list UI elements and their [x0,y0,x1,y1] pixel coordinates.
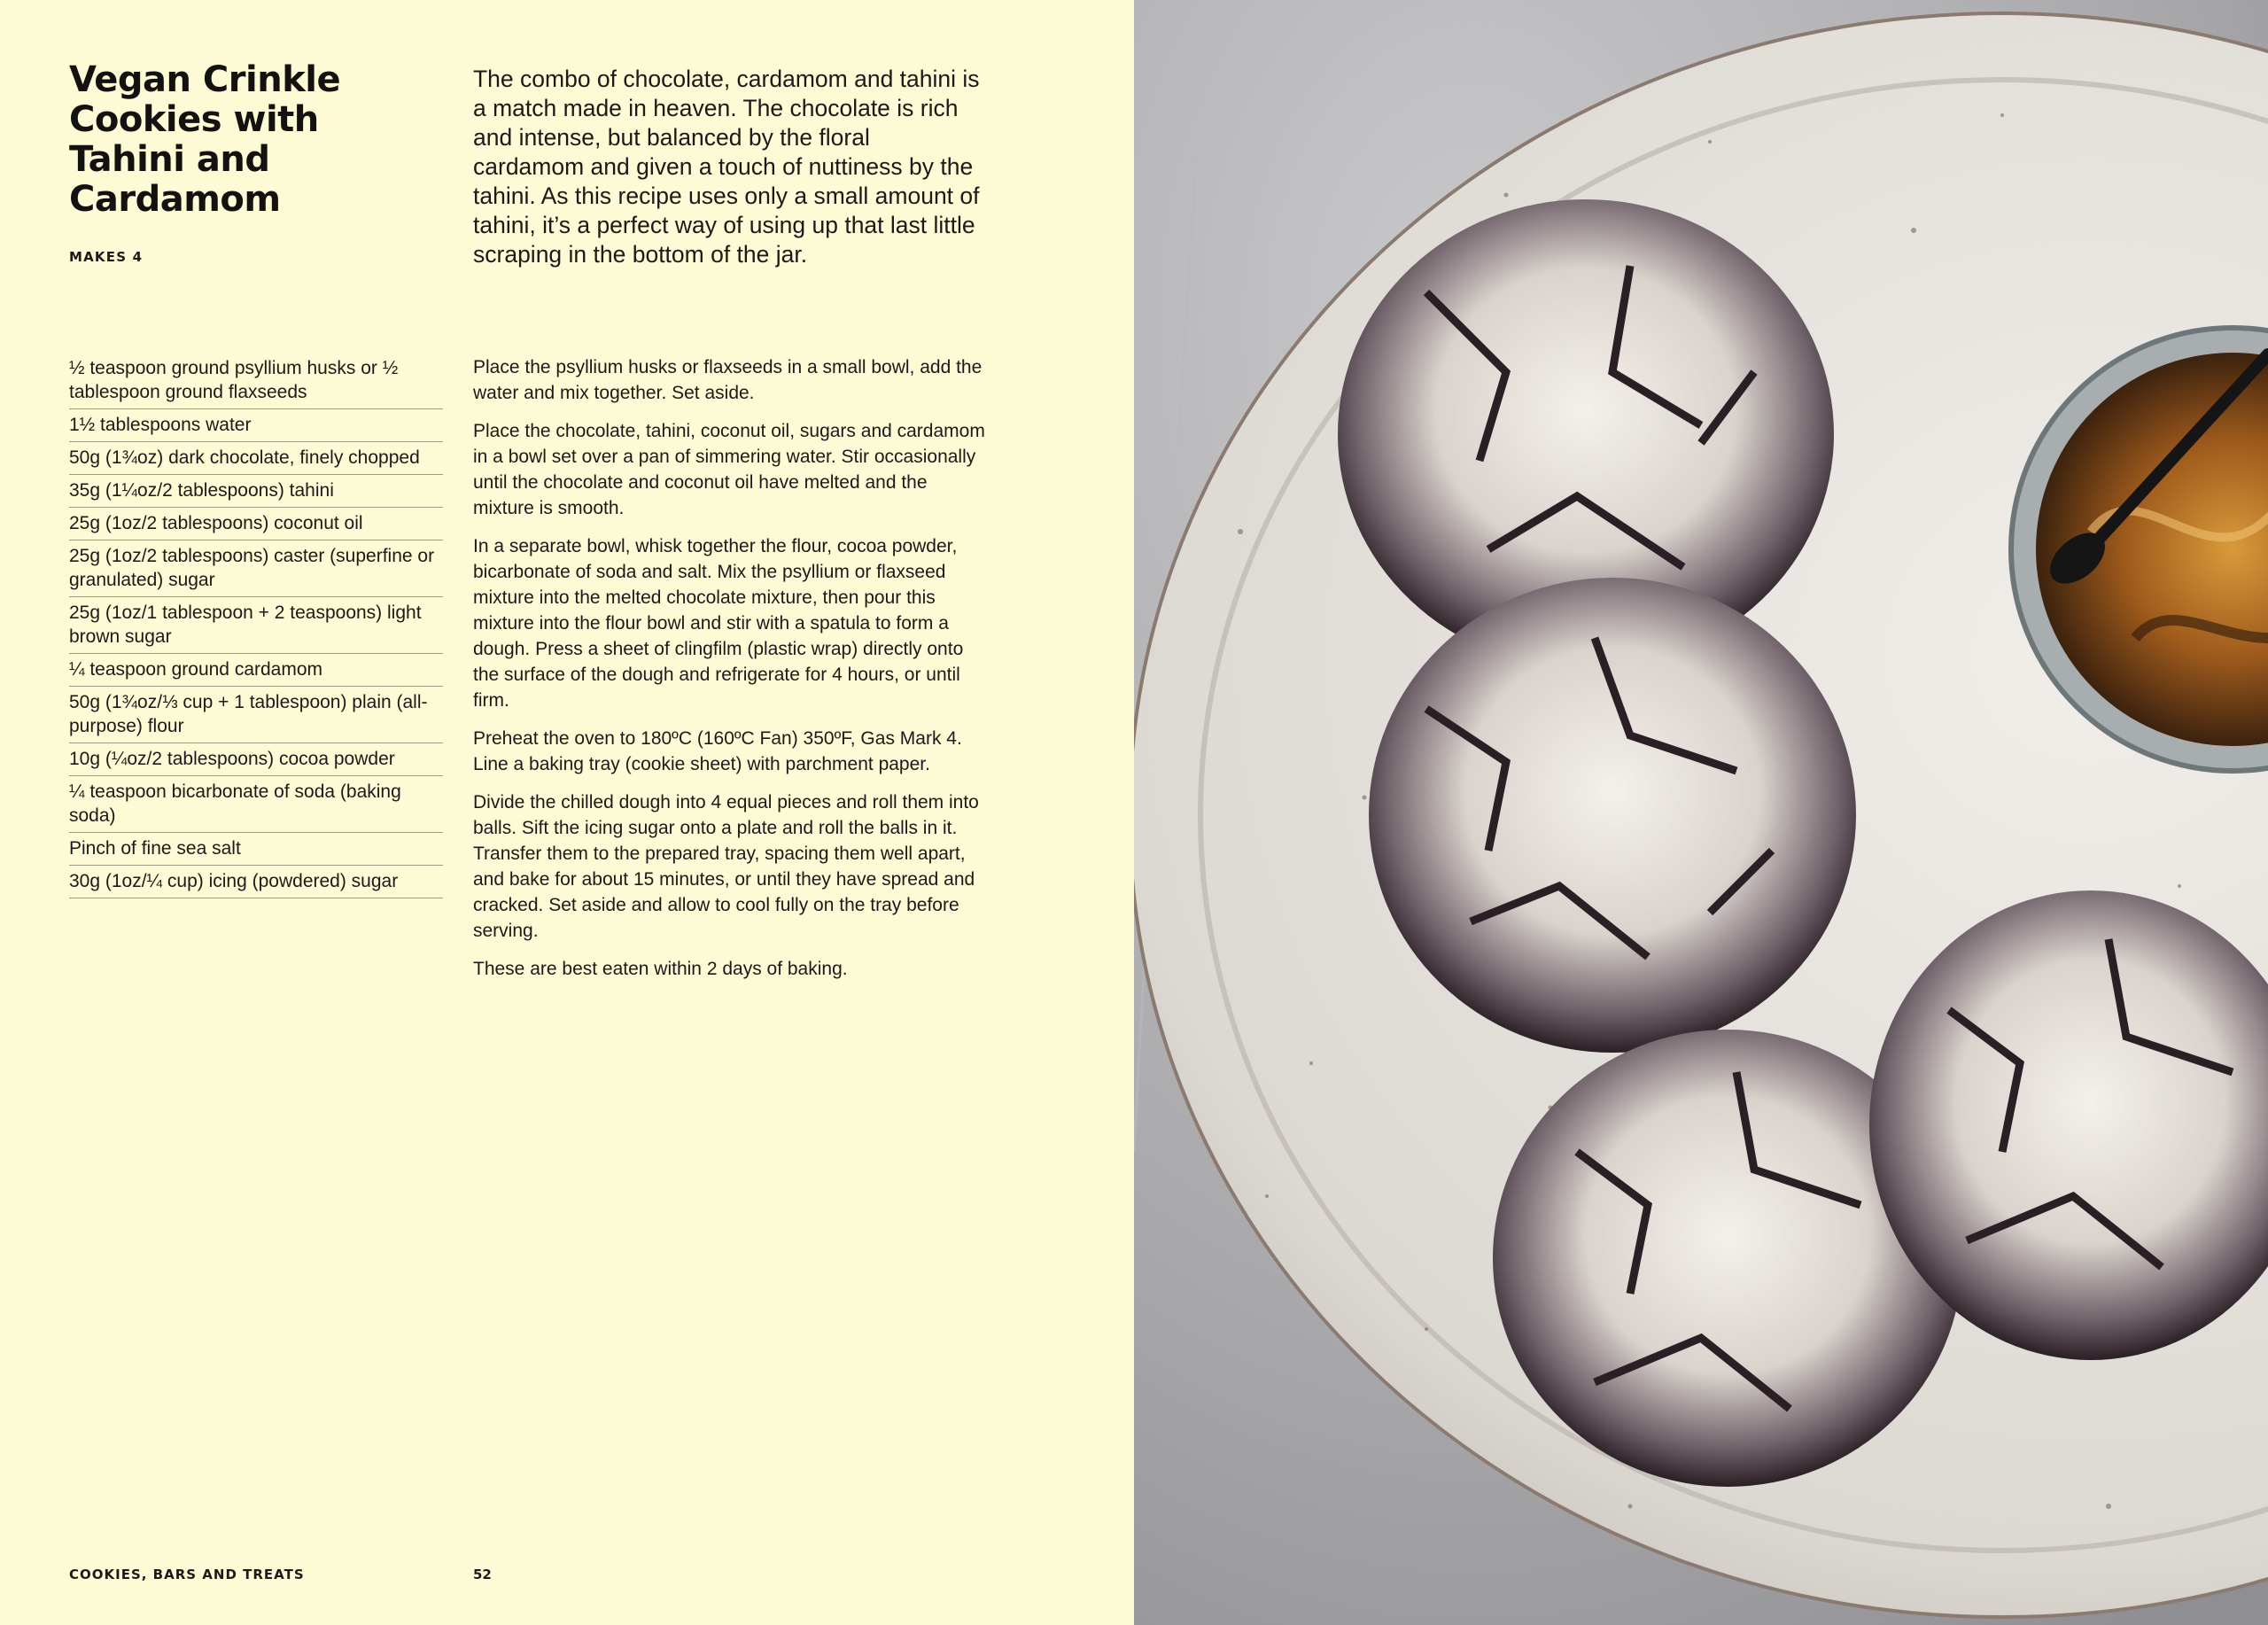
ingredient-list [69,353,443,898]
ingredient-item: 10g (¼oz/2 tablespoons) cocoa powder [69,743,443,776]
method-step: These are best eaten within 2 days of baking. [473,959,848,979]
footer-section-title: COOKIES, BARS AND TREATS [69,1567,305,1582]
ingredient-item: 50g (1¾oz/⅓ cup + 1 tablespoon) plain (all-purpose) flour [69,687,443,743]
ingredient-item: 35g (1¼oz/2 tablespoons) tahini [69,475,443,508]
recipe-title: Vegan Crinkle Cookies with Tahini and Cardamom [69,59,341,220]
ingredient-item: 25g (1oz/2 tablespoons) caster (superfine or granulated) sugar [69,540,443,597]
recipe-intro: The combo of chocolate, cardamom and tahini is a match made in heaven. The chocolate is rich and intense, but balanced by the floral cardamom and given a touch of nuttiness by the tahini. As this recipe uses only a small amount of tahini, it’s a perfect way of using up that last little scraping in the bottom of the jar. [473,66,980,268]
ingredient-item: 50g (1¾oz) dark chocolate, finely chopped [69,442,443,475]
method-step: Place the psyllium husks or flaxseeds in a small bowl, add the water and mix together. Set aside. [473,357,983,403]
ingredient-item: 30g (1oz/¼ cup) icing (powdered) sugar [69,866,443,898]
cookie-left [1369,578,1856,1053]
method-step: Place the chocolate, tahini, coconut oil, sugars and cardamom in a bowl set over a pan of simmering water. Stir occasionally until the chocolate and coconut oil have melted and the mixture is smooth. [473,421,985,518]
ingredient-item: Pinch of fine sea salt [69,833,443,866]
ingredient-item: ¼ teaspoon bicarbonate of soda (baking soda) [69,776,443,833]
method-steps [473,354,987,994]
method-step: In a separate bowl, whisk together the flour, cocoa powder, bicarbonate of soda and salt. Mix the psyllium or flaxseed mixture into the melted chocolate mixture, then pour this mixture into the flour bowl and stir with a spatula to form a dough. Press a sheet of clingfilm (plastic wrap) directly onto the surface of the dough and refrigerate for 4 hours, or until firm. [473,536,964,711]
ingredient-item: ½ teaspoon ground psyllium husks or ½ tablespoon ground flaxseeds [69,353,443,409]
cookie-photo [1134,0,2268,1625]
ingredient-item: 25g (1oz/2 tablespoons) coconut oil [69,508,443,540]
ingredient-item: 25g (1oz/1 tablespoon + 2 teaspoons) light brown sugar [69,597,443,654]
method-step: Preheat the oven to 180ºC (160ºC Fan) 350ºF, Gas Mark 4. Line a baking tray (cookie sheet) with parchment paper. [473,728,962,774]
page-number: 52 [473,1567,492,1582]
method-step: Divide the chilled dough into 4 equal pieces and roll them into balls. Sift the icing sugar onto a plate and roll the balls in it. Transfer them to the prepared tray, spacing them well apart, and bake for about 15 minutes, or until they have spread and cracked. Set aside and allow to cool fully on the tray before serving. [473,792,979,941]
ingredient-item: ¼ teaspoon ground cardamom [69,654,443,687]
ingredient-item: 1½ tablespoons water [69,409,443,442]
recipe-yield: MAKES 4 [69,249,144,265]
